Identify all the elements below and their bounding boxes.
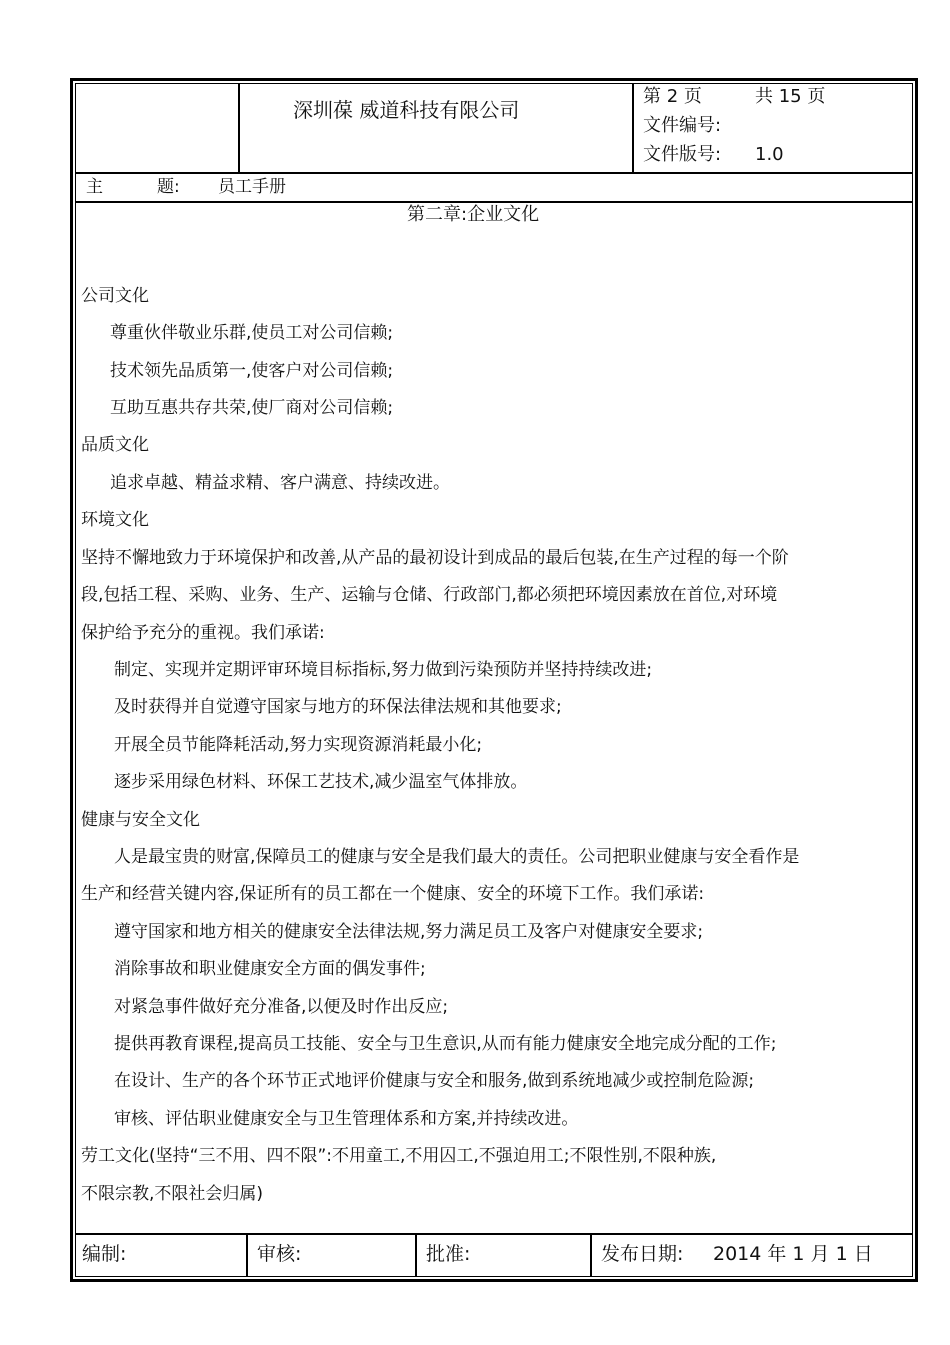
header-bottom-rule	[75, 172, 913, 174]
reviewed-by-label: 审核:	[257, 1243, 302, 1265]
header-divider-left	[238, 84, 240, 172]
footer-top-rule	[75, 1233, 913, 1235]
paragraph-line: 劳工文化(坚持“三不用、四不限”:不用童工,不用囚工,不强迫用工;不限性别,不限种族,	[81, 1146, 717, 1166]
version-value: 1.0	[755, 144, 784, 165]
footer-divider-3	[590, 1234, 592, 1277]
version-label: 文件版号:	[643, 144, 722, 165]
page-number: 第 2 页	[643, 86, 702, 107]
list-item: 互助互惠共存共荣,使厂商对公司信赖;	[110, 398, 394, 418]
document-number-label: 文件编号:	[643, 115, 722, 136]
subject-value: 员工手册	[218, 177, 286, 197]
paragraph-line: 人是最宝贵的财富,保障员工的健康与安全是我们最大的责任。公司把职业健康与安全看作是	[114, 847, 800, 867]
paragraph-line: 坚持不懈地致力于环境保护和改善,从产品的最初设计到成品的最后包装,在生产过程的每一个阶	[81, 548, 789, 568]
footer-divider-2	[415, 1234, 417, 1277]
section-heading-company-culture: 公司文化	[81, 286, 149, 306]
section-heading-safety-culture: 健康与安全文化	[81, 810, 200, 830]
section-heading-quality-culture: 品质文化	[81, 435, 149, 455]
approved-by-label: 批准:	[426, 1243, 471, 1265]
list-item: 追求卓越、精益求精、客户满意、持续改进。	[110, 473, 450, 493]
footer-divider-1	[246, 1234, 248, 1277]
paragraph-line: 不限宗教,不限社会归属)	[81, 1184, 264, 1204]
prepared-by-label: 编制:	[82, 1243, 127, 1265]
company-name: 深圳葆 威道科技有限公司	[293, 98, 520, 122]
list-item: 对紧急事件做好充分准备,以便及时作出反应;	[114, 997, 449, 1017]
list-item: 逐步采用绿色材料、环保工艺技术,减少温室气体排放。	[114, 772, 528, 792]
list-item: 消除事故和职业健康安全方面的偶发事件;	[114, 959, 426, 979]
paragraph-line: 段,包括工程、采购、业务、生产、运输与仓储、行政部门,都必须把环境因素放在首位,对环境	[81, 585, 778, 605]
list-item: 审核、评估职业健康安全与卫生管理体系和方案,并持续改进。	[114, 1109, 579, 1129]
release-date-value: 2014 年 1 月 1 日	[713, 1243, 873, 1265]
list-item: 遵守国家和地方相关的健康安全法律法规,努力满足员工及客户对健康安全要求;	[114, 922, 704, 942]
chapter-title: 第二章:企业文化	[407, 204, 540, 225]
paragraph-line: 生产和经营关键内容,保证所有的员工都在一个健康、安全的环境下工作。我们承诺:	[81, 884, 705, 904]
list-item: 技术领先品质第一,使客户对公司信赖;	[110, 361, 394, 381]
list-item: 开展全员节能降耗活动,努力实现资源消耗最小化;	[114, 735, 483, 755]
list-item: 在设计、生产的各个环节正式地评价健康与安全和服务,做到系统地减少或控制危险源;	[114, 1071, 755, 1091]
subject-label: 主 题:	[86, 177, 180, 197]
list-item: 尊重伙伴敬业乐群,使员工对公司信赖;	[110, 323, 394, 343]
release-date-label: 发布日期:	[601, 1243, 684, 1265]
paragraph-line: 保护给予充分的重视。我们承诺:	[81, 623, 325, 643]
subject-bottom-rule	[75, 201, 913, 203]
document-inner-border	[75, 83, 913, 1277]
list-item: 制定、实现并定期评审环境目标指标,努力做到污染预防并坚持持续改进;	[114, 660, 653, 680]
list-item: 及时获得并自觉遵守国家与地方的环保法律法规和其他要求;	[114, 697, 562, 717]
list-item: 提供再教育课程,提高员工技能、安全与卫生意识,从而有能力健康安全地完成分配的工作;	[114, 1034, 777, 1054]
section-heading-environment-culture: 环境文化	[81, 510, 149, 530]
total-pages: 共 15 页	[755, 86, 826, 107]
header-divider-right	[632, 84, 634, 172]
